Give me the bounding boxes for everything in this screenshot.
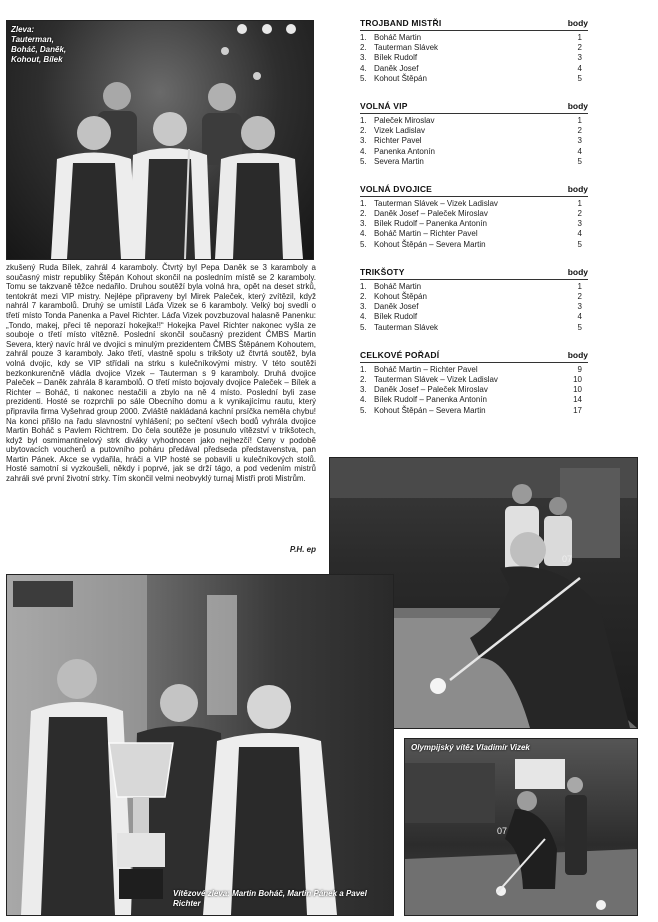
results-row (360, 219, 588, 229)
svg-text:07: 07 (562, 554, 573, 564)
results-table (360, 184, 588, 250)
results-row (360, 33, 588, 43)
points-cell: 9 (577, 364, 582, 374)
points-cell: 1 (577, 281, 582, 291)
points-cell: 2 (577, 43, 582, 53)
player-name-cell: Bílek Rudolf (374, 53, 418, 63)
vizek-illustration (405, 739, 637, 915)
player-name-cell: Boháč Martin (374, 33, 422, 42)
rank-cell: 2. (360, 43, 367, 53)
points-cell: 17 (573, 405, 582, 415)
results-row (360, 126, 588, 136)
player-name-cell: Paleček Miroslav (374, 115, 435, 125)
divider (360, 113, 588, 114)
rank-cell: 4. (360, 395, 367, 405)
rank-cell: 5. (360, 322, 367, 332)
rank-cell: 3. (360, 136, 367, 146)
points-cell: 1 (577, 198, 582, 208)
winners-illustration (7, 575, 393, 915)
points-cell: 3 (577, 302, 582, 312)
results-row (360, 43, 588, 53)
rank-cell: 5. (360, 239, 367, 249)
points-cell: 10 (573, 385, 582, 395)
results-row (360, 292, 588, 302)
divider (360, 279, 588, 280)
points-cell: 10 (573, 374, 582, 384)
player-name-cell: Kohout Štěpán – Severa Martin (374, 405, 486, 415)
points-cell: 3 (577, 219, 582, 229)
results-row (360, 395, 588, 405)
divider (360, 362, 588, 363)
results-row (360, 282, 588, 292)
results-table-title: TRIKŠOTY (360, 266, 405, 277)
points-cell: 2 (577, 126, 582, 136)
results-table (360, 18, 588, 84)
results-row (360, 406, 588, 416)
points-column-header: body (567, 349, 588, 360)
results-table-title: TROJBAND MISTŘI (360, 18, 442, 28)
points-column-header: body (567, 100, 588, 111)
results-row (360, 199, 588, 209)
rank-cell: 3. (360, 302, 367, 312)
points-cell: 5 (577, 322, 582, 332)
rank-cell: 5. (360, 73, 367, 83)
rank-cell: 1. (360, 281, 367, 291)
player-name-cell: Daněk Josef (374, 63, 419, 73)
results-table (360, 267, 588, 333)
points-cell: 4 (577, 146, 582, 156)
results-row (360, 385, 588, 395)
rank-cell: 4. (360, 63, 367, 73)
player-name-cell: Boháč Martin – Richter Pavel (374, 364, 478, 374)
results-row (360, 116, 588, 126)
points-column-header: body (567, 183, 588, 194)
divider (360, 196, 588, 197)
article-body (6, 263, 316, 484)
results-table-header (360, 267, 588, 278)
rank-cell: 2. (360, 126, 367, 136)
player-name-cell: Kohout Štěpán (374, 73, 427, 83)
player-name-cell: Bílek Rudolf – Panenka Antonín (374, 395, 487, 405)
points-cell: 4 (577, 229, 582, 239)
photo-caption-top: Zleva: Tauterman, Boháč, Daněk, Kohout, Bílek (11, 25, 67, 64)
results-panel (360, 18, 588, 433)
points-cell: 5 (577, 239, 582, 249)
points-cell: 3 (577, 136, 582, 146)
player-name-cell: Daněk Josef – Paleček Miroslav (374, 209, 488, 219)
player-name-cell: Tauterman Slávek – Vizek Ladislav (374, 198, 498, 208)
player-name-cell: Richter Pavel (374, 136, 422, 146)
player-name-cell: Panenka Antonín (374, 146, 435, 156)
points-column-header: body (567, 266, 588, 277)
rank-cell: 2. (360, 209, 367, 219)
points-cell: 4 (577, 312, 582, 322)
results-row (360, 157, 588, 167)
player-name-cell: Bílek Rudolf – Panenka Antonín (374, 219, 487, 229)
results-table-title: VOLNÁ DVOJICE (360, 183, 433, 194)
photo-vizek (404, 738, 638, 916)
results-table-header (360, 350, 588, 361)
rank-cell: 4. (360, 146, 367, 156)
results-row (360, 74, 588, 84)
rank-cell: 3. (360, 219, 367, 229)
results-table (360, 350, 588, 416)
points-cell: 4 (577, 63, 582, 73)
svg-text:07: 07 (497, 826, 508, 836)
rank-cell: 4. (360, 229, 367, 239)
results-row (360, 136, 588, 146)
results-row (360, 209, 588, 219)
photo-caption-bottom-left: Vítězové zleva: Martin Boháč, Martin Pánek a Pavel Richter (173, 889, 367, 908)
player-name-cell: Daněk Josef (374, 302, 419, 312)
points-cell: 3 (577, 53, 582, 63)
points-cell: 1 (577, 33, 582, 42)
results-row (360, 312, 588, 322)
points-column-header: body (567, 18, 588, 28)
player-name-cell: Kohout Štěpán – Severa Martin (374, 239, 486, 249)
points-cell: 14 (573, 395, 582, 405)
points-cell: 2 (577, 209, 582, 219)
rank-cell: 5. (360, 156, 367, 166)
player-name-cell: Tauterman Slávek (374, 43, 439, 53)
rank-cell: 1. (360, 364, 367, 374)
player-name-cell: Bílek Rudolf (374, 312, 418, 322)
results-row (360, 64, 588, 74)
rank-cell: 2. (360, 374, 367, 384)
article-signature: P.H. ep (289, 545, 316, 554)
player-name-cell: Tauterman Slávek – Vizek Ladislav (374, 374, 498, 384)
results-table-header (360, 18, 588, 29)
divider (360, 30, 588, 31)
results-row (360, 323, 588, 333)
player-name-cell: Daněk Josef – Paleček Miroslav (374, 385, 488, 395)
player-name-cell: Boháč Martin (374, 281, 422, 291)
photo-players-group (6, 20, 314, 260)
points-cell: 5 (577, 156, 582, 166)
player-name-cell: Tauterman Slávek (374, 322, 439, 332)
points-cell: 1 (577, 115, 582, 125)
results-row (360, 302, 588, 312)
player-name-cell: Kohout Štěpán (374, 292, 427, 301)
rank-cell: 3. (360, 385, 367, 395)
results-row (360, 147, 588, 157)
points-cell: 2 (577, 292, 582, 301)
rank-cell: 3. (360, 53, 367, 63)
rank-cell: 1. (360, 115, 367, 125)
player-name-cell: Severa Martin (374, 156, 424, 166)
points-cell: 5 (577, 73, 582, 83)
player-name-cell: Boháč Martin – Richter Pavel (374, 229, 478, 239)
photo-caption-bottom-right: Olympijský vítěz Vladimír Vizek (411, 743, 530, 752)
rank-cell: 5. (360, 405, 367, 415)
results-row (360, 365, 588, 375)
rank-cell: 1. (360, 198, 367, 208)
rank-cell: 2. (360, 292, 367, 301)
results-table (360, 101, 588, 167)
photo-winners (6, 574, 394, 916)
results-table-header (360, 184, 588, 195)
results-table-title: CELKOVÉ POŘADÍ (360, 349, 440, 360)
rank-cell: 4. (360, 312, 367, 322)
results-row (360, 229, 588, 239)
results-table-header (360, 101, 588, 112)
article-paragraph: zkušený Ruda Bílek, zahrál 4 karamboly. Čtvrtý byl Pepa Daněk se 3 karamboly a současný mistr republiky Štěpán Kohout skončil na posledním místě se 2 karamboly. Tomu se takzvaně těžce nedařilo. Druhou soutěží byla volná hra, opět na deset strků, tentokrát mezi VIP mistry. Nejlépe připraveny byl Mirek Paleček, který zvítězil, když nahrál 7 karambolů. Druhý se umístil Láďa Vizek se 6 karamboly. Velký boj svedli o třetí místo Tonda Panenka a Pavel Richter. Láďa Vizek povzbuzoval halasně Panenku: „Tondo, makej, přeci tě neporazí hokejka!!“ Hokejka Pavel Richter nakonec vyšla ze souboje o třetí místo vítězně. Poslední skončil současný prezident ČMBS Martin Severa, který navíc hrál ve dvojici s minulým prezidentem ČMBS Štěpánem Kohoutem, zahrál pouze 3 karamboly. Jako třetí, vlastně spolu s trikšoty už čtvrtá soutěž, byla volná dvojic, kdy se VIP střídali na strku s kulečníkovými mistry. V této soutěži bezkonkurenčně vládla dvojice Vizek – Tauterman s 9 karamboly. Druhá dvojice Paleček – Daněk zahrála 8 karambolů. O třetí místo bojovaly dvojice Paleček – Bílek a Richter – Boháč, ti nakonec nestačili a zbylo na ně 4 místo. Poslední byli zase prezidenti. Hosté se rozprchli po sále Obecního domu a k vynikajícímu rautu, který připravila firma Vyšehrad group 2000. Zvláště nakládaná kachní prsíčka neměla chybu! Na konci přišlo na řadu slavnostní vyhlášení; po sečtení všech bodů vyhrála dvojice Martin Boháč s Pavlem Richtrem. Do čela soutěže je posunulo vítězství v trikšotech, když byl osmimantinelový strk diváky vyhodnocen jako nejhezčí! Ceny v podobě ubytovacích voucherů a putovního poháru předával předseda představenstva, pan Martin Pánek. Akce se vydařila, hráči a VIP hosté se pobavili u kulečníkových stolů. Hosté samotní si vyzkoušeli, někdy i poprvé, jak se drží tágo, a pod vedením mistrů zahráli své první životní strky. Tím skončil velmi neobvyklý turnaj Mistři proti Mistrům. (6, 263, 316, 484)
results-row (360, 240, 588, 250)
results-row (360, 53, 588, 63)
results-row (360, 375, 588, 385)
rank-cell: 1. (360, 33, 367, 42)
results-table-title: VOLNÁ VIP (360, 100, 408, 111)
player-name-cell: Vizek Ladislav (374, 126, 425, 136)
